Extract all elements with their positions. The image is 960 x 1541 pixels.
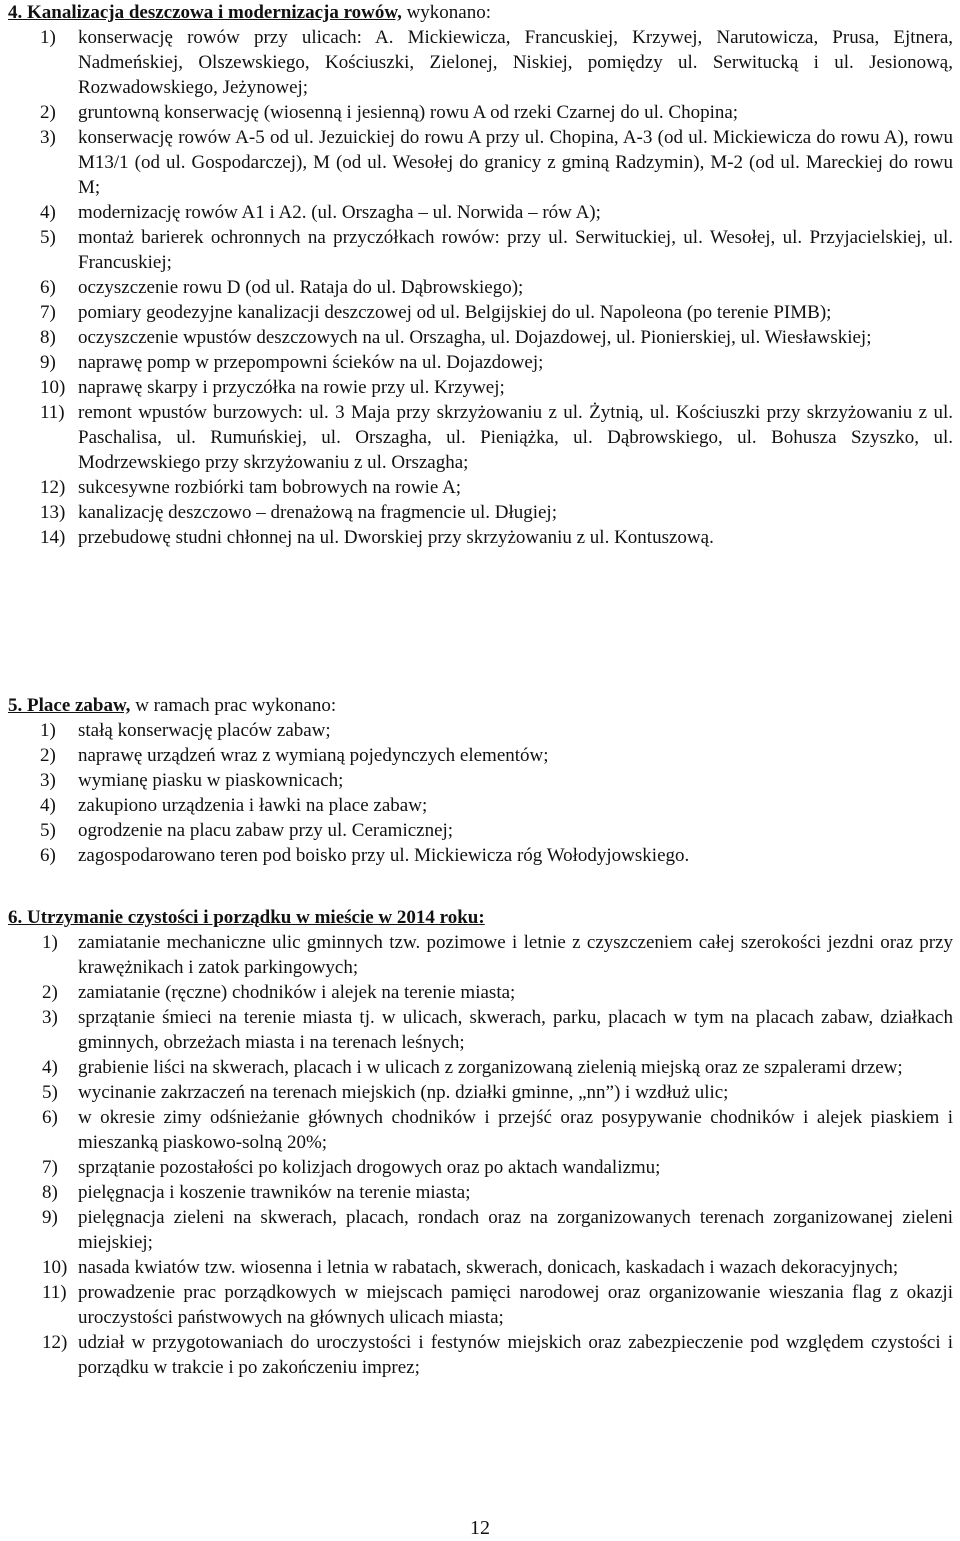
- list-item: [8, 980, 953, 1005]
- list-item-text: wycinanie zakrzaczeń na terenach miejskich (np. działki gminne, „nn”) i wzdłuż ulic;: [78, 1082, 729, 1103]
- list-item: [8, 200, 953, 225]
- list-item: [8, 1280, 953, 1330]
- list-item: [8, 1105, 953, 1155]
- list-item: [8, 325, 953, 350]
- list-item-text: stałą konserwację placów zabaw;: [78, 720, 331, 741]
- list-item-number: 4): [40, 202, 56, 223]
- list-item-text: nasada kwiatów tzw. wiosenna i letnia w rabatach, skwerach, donicach, kaskadach i wazach dekoracyjnych;: [78, 1257, 899, 1278]
- list-item-number: 3): [42, 1007, 58, 1028]
- list-item: [8, 1205, 953, 1255]
- list-item-number: 4): [42, 1057, 58, 1078]
- list-item-number: 6): [40, 277, 56, 298]
- list-item-number: 14): [40, 527, 66, 548]
- list-item-number: 10): [42, 1257, 68, 1278]
- list-item-number: 1): [40, 720, 56, 741]
- list-item: [8, 100, 953, 125]
- list-item-text: pielęgnacja zieleni na skwerach, placach, rondach oraz na zorganizowanych terenach zorganizowanej zieleni miejskiej;: [78, 1207, 953, 1253]
- list-item: [8, 843, 953, 868]
- list-item: [8, 1080, 953, 1105]
- list-item: [8, 525, 953, 550]
- list-item: [8, 350, 953, 375]
- list-item-text: przebudowę studni chłonnej na ul. Dworskiej przy skrzyżowaniu z ul. Kontuszową.: [78, 527, 714, 548]
- list-item-number: 7): [42, 1157, 58, 1178]
- list-item-number: 5): [40, 227, 56, 248]
- list-item-text: oczyszczenie wpustów deszczowych na ul. Orszagha, ul. Dojazdowej, ul. Pionierskiej, ul. Wiesławskiej;: [78, 327, 872, 348]
- list-item-text: prowadzenie prac porządkowych w miejscach pamięci narodowej oraz organizowanie wieszania flag z okazji uroczystości państwowych na głównych ulicach miasta;: [78, 1282, 953, 1328]
- list-item: [8, 1180, 953, 1205]
- list-item-text: zamiatanie (ręczne) chodników i alejek na terenie miasta;: [78, 982, 516, 1003]
- list-item: [8, 1255, 953, 1280]
- section-cleanliness: [8, 905, 953, 1380]
- list-item-text: modernizację rowów A1 i A2. (ul. Orszagha – ul. Norwida – rów A);: [78, 202, 601, 223]
- list-item: [8, 1330, 953, 1380]
- list-item-text: grabienie liści na skwerach, placach i w ulicach z zorganizowaną zielenią miejską oraz ze szpalerami drzew;: [78, 1057, 903, 1078]
- section-sewerage: [8, 0, 953, 550]
- section-heading: [8, 0, 953, 25]
- list-item-number: 8): [40, 327, 56, 348]
- page-number: 12: [470, 1517, 490, 1539]
- list-item-number: 2): [40, 745, 56, 766]
- list-item-number: 1): [42, 932, 58, 953]
- list-item-text: udział w przygotowaniach do uroczystości i festynów miejskich oraz zabezpieczenie pod względem czystości i porządku w trakcie i po zakończeniu imprez;: [78, 1332, 953, 1378]
- list-item-number: 1): [40, 27, 56, 48]
- list-item-text: konserwację rowów A-5 od ul. Jezuickiej do rowu A przy ul. Chopina, A-3 (od ul. Mickiewicza do rowu A), rowu M13/1 (od ul. Gospodarczej), M (od ul. Wesołej do granicy z gminą Radzymin), M-2 (od ul. Mareckiej do rowu M;: [78, 127, 953, 198]
- list-item: [8, 475, 953, 500]
- section-playgrounds: [8, 693, 953, 868]
- section-title: 5. Place zabaw,: [8, 695, 131, 716]
- section-title: 4. Kanalizacja deszczowa i modernizacja rowów,: [8, 2, 402, 23]
- list-item-number: 4): [40, 795, 56, 816]
- section-intro: w ramach prac wykonano:: [130, 695, 337, 716]
- list-item: [8, 793, 953, 818]
- list-item: [8, 768, 953, 793]
- section-heading: [8, 693, 953, 718]
- section-heading: [8, 905, 953, 930]
- section-list: [8, 25, 953, 550]
- list-item-text: kanalizację deszczowo – drenażową na fragmencie ul. Długiej;: [78, 502, 557, 523]
- list-item-number: 12): [40, 477, 66, 498]
- list-item-text: remont wpustów burzowych: ul. 3 Maja przy skrzyżowaniu z ul. Żytnią, ul. Kościuszki przy skrzyżowaniu z ul. Paschalisa, ul. Rumuńskiej, ul. Orszagha, ul. Pieniążka, ul. Dąbrowskiego, ul. Bohusza Szyszko, ul. Modrzewskiego przy skrzyżowaniu z ul. Orszagha;: [78, 402, 953, 473]
- list-item-text: zagospodarowano teren pod boisko przy ul. Mickiewicza róg Wołodyjowskiego.: [78, 845, 690, 866]
- list-item: [8, 818, 953, 843]
- list-item-text: sprzątanie śmieci na terenie miasta tj. w ulicach, skwerach, parku, placach w tym na placach zabaw, działkach gminnych, obrzeżach miasta i na terenach leśnych;: [78, 1007, 953, 1053]
- list-item-text: naprawę pomp w przepompowni ścieków na ul. Dojazdowej;: [78, 352, 544, 373]
- list-item: [8, 300, 953, 325]
- list-item-text: konserwację rowów przy ulicach: A. Mickiewicza, Francuskiej, Krzywej, Narutowicza, Prusa, Ejtnera, Nadmeńskiej, Olszewskiego, Kościuszki, Zielonej, Niskiej, pomiędzy ul. Serwitucką i ul. Jesionową, Rozwadowskiego, Jeżynowej;: [78, 27, 953, 98]
- list-item: [8, 718, 953, 743]
- section-title: 6. Utrzymanie czystości i porządku w mieście w 2014 roku:: [8, 907, 485, 928]
- list-item: [8, 1055, 953, 1080]
- list-item: [8, 500, 953, 525]
- list-item-text: pielęgnacja i koszenie trawników na terenie miasta;: [78, 1182, 471, 1203]
- list-item-text: montaż barierek ochronnych na przyczółkach rowów: przy ul. Serwituckiej, ul. Wesołej, ul. Przyjacielskiej, ul. Francuskiej;: [78, 227, 953, 273]
- list-item-text: wymianę piasku w piaskownicach;: [78, 770, 344, 791]
- list-item-text: naprawę skarpy i przyczółka na rowie przy ul. Krzywej;: [78, 377, 505, 398]
- list-item-number: 8): [42, 1182, 58, 1203]
- list-item-number: 2): [42, 982, 58, 1003]
- list-item-number: 13): [40, 502, 66, 523]
- list-item: [8, 1005, 953, 1055]
- list-item-number: 6): [40, 845, 56, 866]
- list-item-text: sukcesywne rozbiórki tam bobrowych na rowie A;: [78, 477, 462, 498]
- list-item: [8, 400, 953, 475]
- list-item-number: 11): [40, 402, 65, 423]
- list-item: [8, 275, 953, 300]
- list-item-number: 6): [42, 1107, 58, 1128]
- list-item: [8, 1155, 953, 1180]
- list-item-number: 11): [42, 1282, 67, 1303]
- list-item-text: zamiatanie mechaniczne ulic gminnych tzw. pozimowe i letnie z czyszczeniem całej szerokości jezdni oraz przy krawężnikach i zatok parkingowych;: [78, 932, 953, 978]
- list-item-text: pomiary geodezyjne kanalizacji deszczowej od ul. Belgijskiej do ul. Napoleona (po terenie PIMB);: [78, 302, 832, 323]
- list-item-number: 9): [40, 352, 56, 373]
- list-item-text: oczyszczenie rowu D (od ul. Rataja do ul. Dąbrowskiego);: [78, 277, 524, 298]
- list-item-text: sprzątanie pozostałości po kolizjach drogowych oraz po aktach wandalizmu;: [78, 1157, 661, 1178]
- list-item-number: 12): [42, 1332, 68, 1353]
- list-item-number: 5): [40, 820, 56, 841]
- list-item-text: naprawę urządzeń wraz z wymianą pojedynczych elementów;: [78, 745, 549, 766]
- list-item: [8, 25, 953, 100]
- list-item-number: 5): [42, 1082, 58, 1103]
- list-item: [8, 743, 953, 768]
- section-intro: wykonano:: [401, 2, 492, 23]
- list-item: [8, 125, 953, 200]
- list-item-number: 10): [40, 377, 66, 398]
- list-item: [8, 375, 953, 400]
- section-list: [8, 930, 953, 1380]
- list-item-number: 9): [42, 1207, 58, 1228]
- list-item-text: zakupiono urządzenia i ławki na place zabaw;: [78, 795, 428, 816]
- section-list: [8, 718, 953, 868]
- list-item-number: 7): [40, 302, 56, 323]
- list-item: [8, 930, 953, 980]
- list-item-number: 3): [40, 127, 56, 148]
- list-item-number: 2): [40, 102, 56, 123]
- list-item-text: w okresie zimy odśnieżanie głównych chodników i przejść oraz posypywanie chodników i alejek piaskiem i mieszanką piaskowo-solną 20%;: [78, 1107, 953, 1153]
- list-item-text: ogrodzenie na placu zabaw przy ul. Ceramicznej;: [78, 820, 454, 841]
- list-item-number: 3): [40, 770, 56, 791]
- list-item: [8, 225, 953, 275]
- list-item-text: gruntowną konserwację (wiosenną i jesienną) rowu A od rzeki Czarnej do ul. Chopina;: [78, 102, 739, 123]
